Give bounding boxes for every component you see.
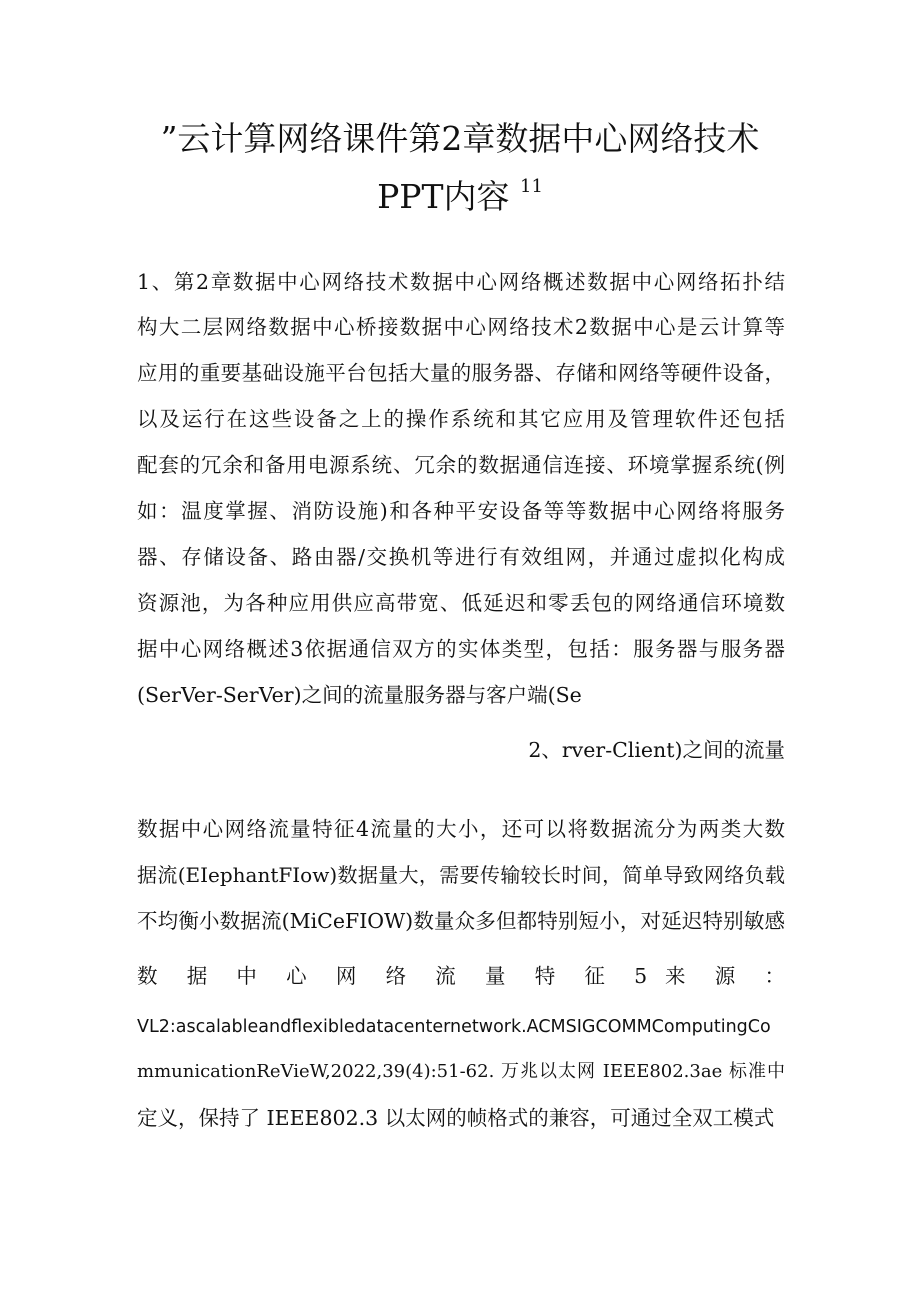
paragraph-1-line-9: 据中心网络概述3依据通信双方的实体类型，包括：服务器与服务器 [137, 637, 785, 661]
document-title-line-2 [100, 176, 820, 216]
paragraph-3-line-6: mmunicationReVieW,2022,39(4):51-62. 万兆以太网 IEEE802.3ae 标准中 [137, 1061, 785, 1082]
paragraph-3-line-1: 数据中心网络流量特征4流量的大小，还可以将数据流分为两类大数 [137, 817, 785, 841]
paragraph-3-line-4: 数 据 中 心 网 络 流 量 特 征 5 来 源 ： [137, 964, 785, 988]
title-superscript: 11 [520, 176, 543, 197]
paragraph-3-line-2: 据流(EIephantFIow)数据量大，需要传输较长时间，简单导致网络负载 [137, 863, 785, 887]
paragraph-1-line-6: 如：温度掌握、消防设施)和各种平安设备等等数据中心网络将服务 [137, 499, 785, 523]
paragraph-1-line-2: 构大二层网络数据中心桥接数据中心网络技术2数据中心是云计算等 [137, 315, 785, 339]
paragraph-1-line-8: 资源池，为各种应用供应高带宽、低延迟和零丢包的网络通信环境数 [137, 591, 785, 615]
paragraph-1-line-3: 应用的重要基础设施平台包括大量的服务器、存储和网络等硬件设备， [137, 361, 785, 385]
paragraph-1-line-7: 器、存储设备、路由器/交换机等进行有效组网，并通过虚拟化构成 [137, 545, 785, 569]
paragraph-1-line-10: (SerVer-SerVer)之间的流量服务器与客户端(Se [137, 683, 582, 707]
paragraph-3-line-5: VL2:ascalableandflexibledatacenternetwork.ACMSIGCOMMComputingCo [137, 1017, 771, 1037]
paragraph-1-line-1: 1、第2章数据中心网络技术数据中心网络概述数据中心网络拓扑结 [137, 270, 785, 294]
title-text-1: ”云计算网络课件第2章数据中心网络技术 [160, 119, 760, 158]
title-text-2: PPT内容 [377, 177, 510, 216]
paragraph-1-line-4: 以及运行在这些设备之上的操作系统和其它应用及管理软件还包括 [137, 407, 785, 431]
paragraph-1-line-5: 配套的冗余和备用电源系统、冗余的数据通信连接、环境掌握系统(例 [137, 453, 785, 477]
paragraph-3-line-7: 定义，保持了 IEEE802.3 以太网的帧格式的兼容，可通过全双工模式 [137, 1106, 775, 1130]
paragraph-2-line-1: 2、rver-Client)之间的流量 [528, 738, 785, 762]
paragraph-3-line-3: 不均衡小数据流(MiCeFIOW)数量众多但都特别短小，对延迟特别敏感 [137, 909, 785, 933]
document-title-line-1 [100, 119, 820, 158]
